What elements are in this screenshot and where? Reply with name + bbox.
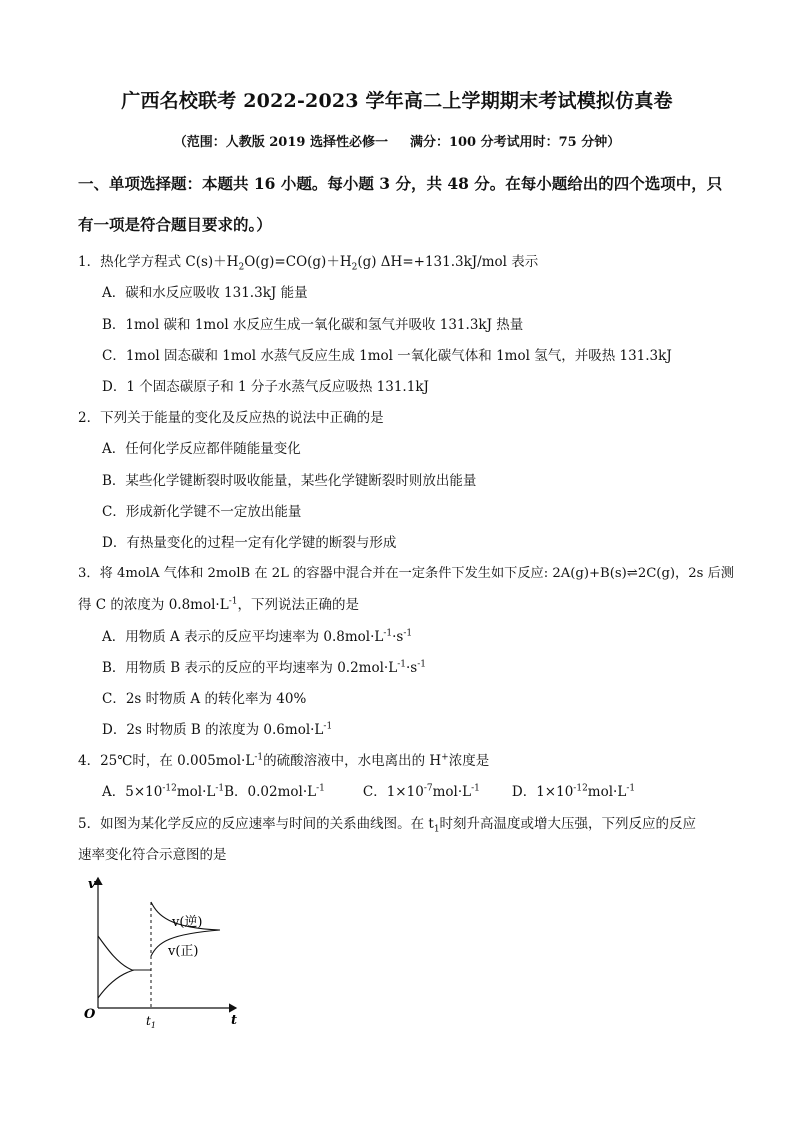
q4-option-b: B．$0.02mol\cdot L^{-1}$ [224,783,325,800]
q4-option-d: D．$1\times 10^{-12}mol\cdot L^{-1}$ [511,783,636,800]
q5-stem-line2: 速率变化符合示意图的是 [78,847,227,863]
exam-score: 满分：100 分考试用时：75 分钟） [409,135,621,150]
q5-stem-line1: 5．如图为某化学反应的反应速率与时间的关系曲线图。在 $t_1$时刻升高温度或增大压强，下列反应的反应 [78,816,697,835]
curve-before-t1-lower [98,970,151,998]
exam-subtitle [0,131,794,150]
q1-option-d: D．1 个固态碳原子和 1 分子水蒸气反应吸热 131.1kJ [102,379,429,395]
q3-option-c: C．2s 时物质 A 的转化率为 40% [102,691,307,707]
q1-option-a: A．碳和水反应吸收 131.3kJ 能量 [102,285,308,301]
page-title: 广西名校联考 2022-2023 学年高二上学期期末考试模拟仿真卷 [121,90,673,112]
exam-scope: （范围：人教版 2019 选择性必修一 [173,135,388,150]
q4-option-c: C．$1\times 10^{-7}mol\cdot L^{-1}$ [362,783,480,800]
q4-option-a: A．$5\times 10^{-12}mol\cdot L^{-1}$ [102,783,225,800]
q2-option-d: D．有热量变化的过程一定有化学键的断裂与形成 [102,535,397,551]
q3-option-d: D．2s 时物质 B 的浓度为 $0.6mol\cdot L^{-1}$ [102,721,333,738]
origin-label: O [84,1007,96,1022]
section-heading-line1: 一、单项选择题：本题共 16 小题。每小题 3 分，共 48 分。在每小题给出的四个选项中，只 [78,174,723,193]
q1-option-c: C．1mol 固态碳和 1mol 水蒸气反应生成 1mol 一氧化碳气体和 1mol 氢气，并吸热 131.3kJ [102,348,672,364]
q3-stem-line2: 得 C 的浓度为 $0.8mol\cdot L^{-1}$，下列说法正确的是 [78,596,359,613]
x-axis-label: t [231,1013,238,1028]
y-axis-label: v [88,877,96,892]
t1-label: $t_1$ [146,1014,156,1030]
rate-time-diagram [84,872,244,1032]
q1-option-b: B．1mol 碳和 1mol 水反应生成一氧化碳和氢气并吸收 131.3kJ 热量 [102,317,524,333]
q4-stem: 4．25℃时，在 $0.005mol\cdot L^{-1}$的硫酸溶液中，水电离出的 H+浓度是 [78,752,490,769]
q3-option-a: A．用物质 A 表示的反应平均速率为 $0.8mol\cdot L^{-1}\cdot s^{-1}$ [102,628,413,645]
q2-stem: 2．下列关于能量的变化及反应热的说法中正确的是 [78,410,384,426]
reverse-rate-label: v(逆) [172,915,203,930]
q3-stem-line1: 3．将 4molA 气体和 2molB 在 2L 的容器中混合并在一定条件下发生如下反应: 2A(g)+B(s)⇌2C(g)，2s 后测 [78,566,734,581]
q2-option-c: C．形成新化学键不一定放出能量 [102,504,302,520]
q2-option-a: A．任何化学反应都伴随能量变化 [102,441,301,457]
section-heading-line2: 有一项是符合题目要求的。） [78,215,272,234]
q2-option-b: B．某些化学键断裂时吸收能量，某些化学键断裂时则放出能量 [102,473,477,489]
curve-before-t1-upper [98,936,151,970]
q3-option-b: B．用物质 B 表示的反应的平均速率为 $0.2mol\cdot L^{-1}\cdot s^{-1}$ [102,659,426,676]
q1-stem: 1．热化学方程式 $C(s)+H_2O(g)=CO(g)+H_2(g)$ ΔH=+131.3kJ/mol 表示 [78,254,539,273]
forward-rate-label: v(正) [168,944,199,959]
q4-options [102,780,728,800]
